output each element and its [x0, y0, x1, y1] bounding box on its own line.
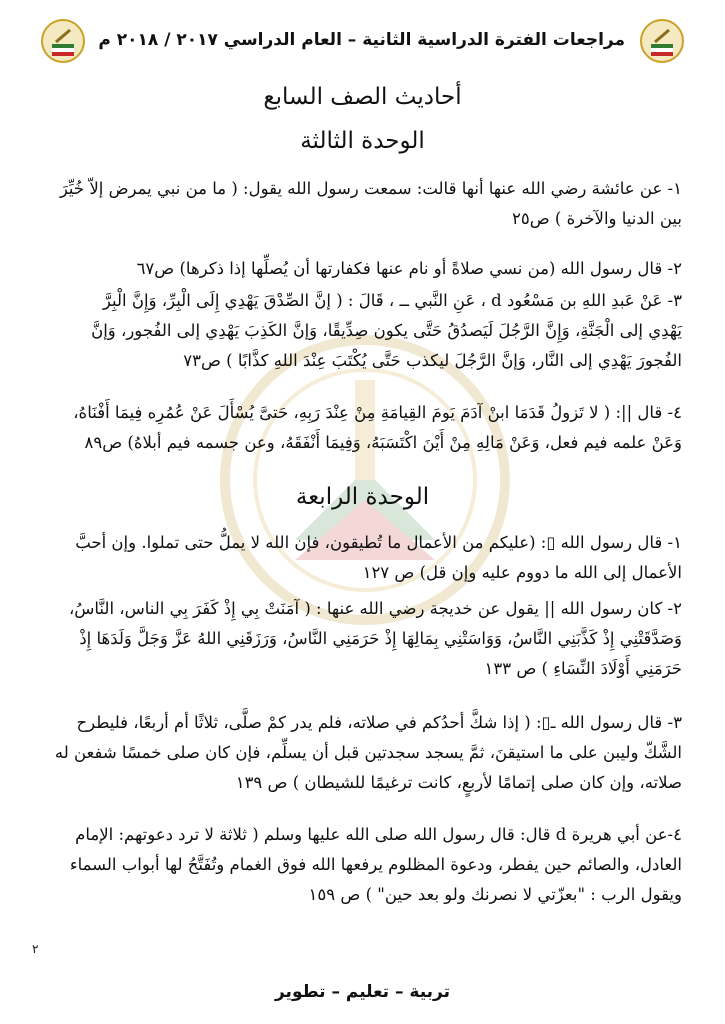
unit4-hadith-2 [43, 594, 682, 684]
unit3-hadith-2 [43, 254, 682, 284]
unit4-hadith-1 [43, 528, 682, 588]
text-line: الشَّكّ وليبن على ما استيقنَ، ثمَّ يسجد سجدتين قبل أن يسلِّم، فإن كان صلى خمسًا شفعن له [54, 743, 682, 762]
header-title: مراجعات الفترة الدراسية الثانية – العام الدراسي ٢٠١٧ / ٢٠١٨ م [98, 30, 625, 50]
text-line: ٢- كان رسول الله || يقول عن خديجة رضي الله عنها : ( آمَنَتْ بِي إِذْ كَفَرَ بِي الناس، النَّاسُ، [68, 599, 682, 618]
text-line: وَصَدَّقَتْنِي إِذْ كَذَّبَنِي النَّاسُ، وَوَاسَتْنِي بِمَالِهَا إِذْ حَرَمَنِي النَّاسُ، وَرَزَقَنِي اللهُ عَزَّ وَجَلَّ وَلَدَهَا إِذْ [79, 629, 682, 648]
unit4-hadith-3 [43, 708, 682, 798]
ministry-logo-icon [40, 18, 86, 64]
text-line: ٣- عَنْ عَبدِ اللهِ بن مَسْعُود d ، عَنِ النَّبي ــ ، قَالَ : ( إنَّ الصِّدْقَ يَهْدِي إِلَى الْبِرِّ، وَإِنَّ الْبِرَّ [102, 291, 682, 310]
unit3-heading: الوحدة الثالثة [300, 128, 425, 154]
unit4-hadith-4 [43, 820, 682, 910]
page-number: ٢ [32, 942, 39, 956]
text-line: حَرَمَنِي أَوْلَادَ النِّسَاءِ ) ص ١٣٣ [484, 659, 682, 678]
unit3-hadith-1 [43, 174, 682, 234]
text-line: ١- عن عائشة رضي الله عنها أنها قالت: سمعت رسول الله يقول: ( ما من نبي يمرض إلاّ خُيِّرَ [59, 179, 682, 198]
text-line: بين الدنيا والآخرة ) ص٢٥ [511, 209, 682, 228]
text-line: ٤- قال ||: ( لا تَزولُ قَدَمَا ابنْ آدَمَ يَومَ القِيامَةِ مِنْ عِنْدَ رَبِهِ، حَتىَّ يُسْأَلَ عَنْ عُمُرِه فِيمَا أَفْنَاهُ، [73, 403, 682, 422]
text-line: العادل، والصائم حين يفطر، ودعوة المظلوم يرفعها الله فوق الغمام وتُفَتَّحُ لها أبواب السماء [69, 855, 682, 874]
text-line: الأعمال إلى الله ما دووم عليه وإن قل) ص ١٢٧ [362, 563, 682, 582]
text-line: ويقول الرب : "بعزّتي لا نصرنك ولو بعد حين" ) ص ١٥٩ [308, 885, 682, 904]
unit4-heading: الوحدة الرابعة [295, 484, 430, 510]
text-line: ٣- قال رسول الله ـ▯: ( إذا شكَّ أحدُكم في صلاته، فلم يدر كمْ صلَّى، ثلاثًا أم أربعًا، فليطرح [76, 713, 682, 732]
text-line: ١- قال رسول الله ▯: (عليكم من الأعمال ما تُطيقون، فإن الله لا يملُّ حتى تملوا. وإن أحبَّ [75, 533, 682, 552]
text-line: الفُجورَ يَهْدِي إلى النَّار، وَإنَّ الرَّجُلَ ليكذب حَتَّى يُكْتَبَ عِنْدَ اللهِ كذَّابًا ) ص٧٣ [183, 351, 682, 370]
page-title: أحاديث الصف السابع [263, 84, 462, 110]
unit3-hadith-3 [43, 286, 682, 376]
text-line: صلاته، وإن كان صلى إتمامًا لأربعٍ، كانت ترغيمًا للشيطان ) ص ١٣٩ [235, 773, 682, 792]
text-line: وَعَنْ علمه فيم فعل، وَعَنْ مَالِهِ مِنْ أَيْنَ اكْتَسَبَهُ، وَفِيمَا أَنْفَقَهُ، وعن جسمه فيم أبلاهُ) ص٨٩ [84, 433, 682, 452]
text-line: ٤-عن أبي هريرة d قال: قال رسول الله صلى الله عليها وسلم ( ثلاثة لا ترد دعوتهم: الإمام [75, 825, 682, 844]
text-line: يَهْدِي إلى الْجَنَّةِ، وَإِنَّ الرَّجُلَ لَيَصدُقُ حَتَّى يكون صِدِّيقًا، وَإنَّ الكَذِبَ يَهْدِي إلى الفُجور، وَإنَّ [91, 321, 682, 340]
text-line: ٢- قال رسول الله (من نسي صلاةً أو نام عنها فكفارتها أن يُصلِّها إذا ذكرها) ص٦٧ [136, 259, 682, 278]
page-header [40, 18, 685, 64]
ministry-logo-icon [639, 18, 685, 64]
unit3-hadith-4 [43, 398, 682, 458]
footer-motto: تربية – تعليم – تطوير [274, 982, 450, 1002]
